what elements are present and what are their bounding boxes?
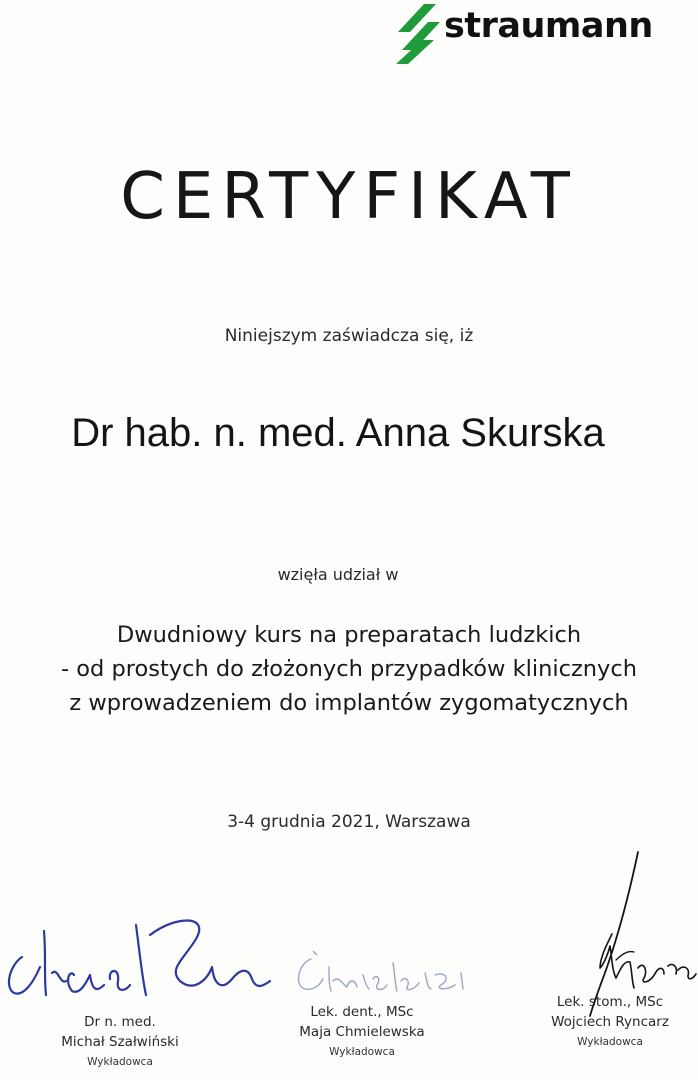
- certificate-title: CERTYFIKAT: [120, 160, 578, 234]
- intro-text: Niniejszym zaświadcza się, iż: [224, 326, 474, 346]
- straumann-logo: [394, 2, 694, 66]
- course-line: Dwudniowy kurs na preparatach ludzkich: [116, 622, 582, 648]
- participation-text: wzięła udział w: [277, 565, 399, 584]
- signatory-chmielewska: [272, 1002, 452, 1060]
- signatory-name: Michał Szałwiński: [61, 1034, 179, 1050]
- signatory-role: Wykładowca: [329, 1046, 395, 1058]
- date-and-place: 3-4 grudnia 2021, Warszawa: [227, 812, 471, 832]
- course-line: - od prostych do złożonych przypadków klinicznych: [60, 656, 637, 682]
- straumann-stripes-icon: [394, 2, 442, 66]
- signature-szalwinski: [0, 895, 290, 1015]
- signatory-name: Wojciech Ryncarz: [551, 1014, 669, 1030]
- recipient-name: Dr hab. n. med. Anna Skurska: [71, 411, 605, 455]
- course-title: [0, 618, 698, 720]
- signatory-title: Dr n. med.: [84, 1014, 156, 1030]
- signatory-title: Lek. stom., MSc: [556, 994, 664, 1010]
- signatory-name: Maja Chmielewska: [299, 1024, 425, 1040]
- signatory-role: Wykładowca: [87, 1056, 153, 1068]
- signatory-szalwinski: [30, 1012, 210, 1070]
- signature-chmielewska: [285, 945, 475, 1005]
- signatory-ryncarz: [525, 992, 695, 1050]
- course-line: z wprowadzeniem do implantów zygomatycznych: [69, 690, 629, 716]
- brand-name: straumann: [444, 6, 653, 46]
- signatory-role: Wykładowca: [577, 1036, 643, 1048]
- signatory-title: Lek. dent., MSc: [310, 1004, 414, 1020]
